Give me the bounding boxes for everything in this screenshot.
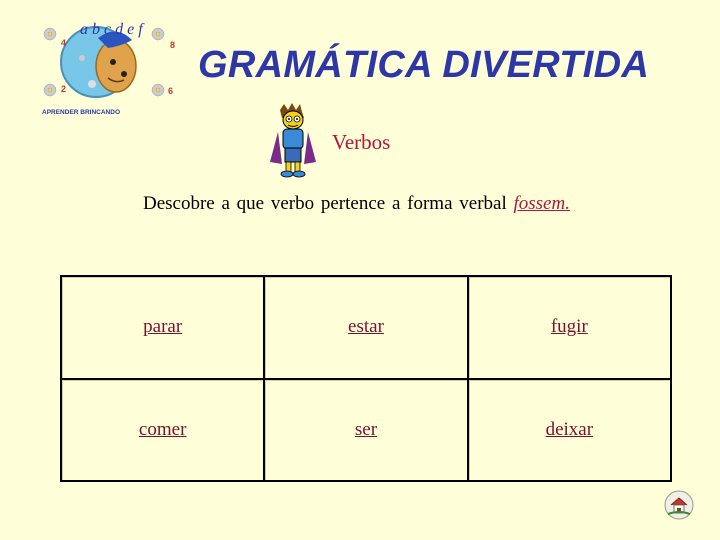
instruction-text: Descobre a que verbo pertence a forma verbal: [143, 193, 514, 214]
logo-caption: APRENDER BRINCANDO: [42, 109, 121, 116]
option-comer[interactable]: comer: [138, 418, 187, 440]
option-cell[interactable]: [61, 276, 264, 379]
logo-number-3: 2: [61, 84, 67, 94]
option-cell[interactable]: [61, 379, 264, 482]
option-cell[interactable]: [468, 379, 671, 482]
option-cell[interactable]: [264, 379, 467, 482]
home-icon: [664, 490, 694, 520]
logo: [36, 14, 186, 118]
options-grid: [60, 275, 672, 482]
instruction: [143, 193, 570, 215]
subtitle: Verbos: [332, 130, 391, 154]
logo-number-4: 6: [168, 86, 174, 96]
options-row-1: [61, 276, 671, 379]
option-deixar[interactable]: deixar: [545, 418, 594, 440]
page-title: GRAMÁTICA DIVERTIDA: [198, 44, 650, 86]
logo-letters: a b c d e f: [80, 21, 143, 38]
options-row-2: [61, 379, 671, 482]
instruction-highlight: fossem.: [513, 193, 570, 214]
home-button[interactable]: [664, 490, 694, 520]
option-estar[interactable]: estar: [348, 316, 384, 338]
logo-graphic: [36, 14, 186, 118]
option-cell[interactable]: [264, 276, 467, 379]
logo-number-2: 8: [170, 40, 176, 50]
option-cell[interactable]: [468, 276, 671, 379]
option-parar[interactable]: parar: [143, 316, 183, 338]
option-ser[interactable]: ser: [354, 418, 378, 440]
cartoon-boy-icon: [262, 102, 324, 180]
option-fugir[interactable]: fugir: [550, 316, 588, 338]
logo-number-1: 4: [61, 38, 67, 48]
